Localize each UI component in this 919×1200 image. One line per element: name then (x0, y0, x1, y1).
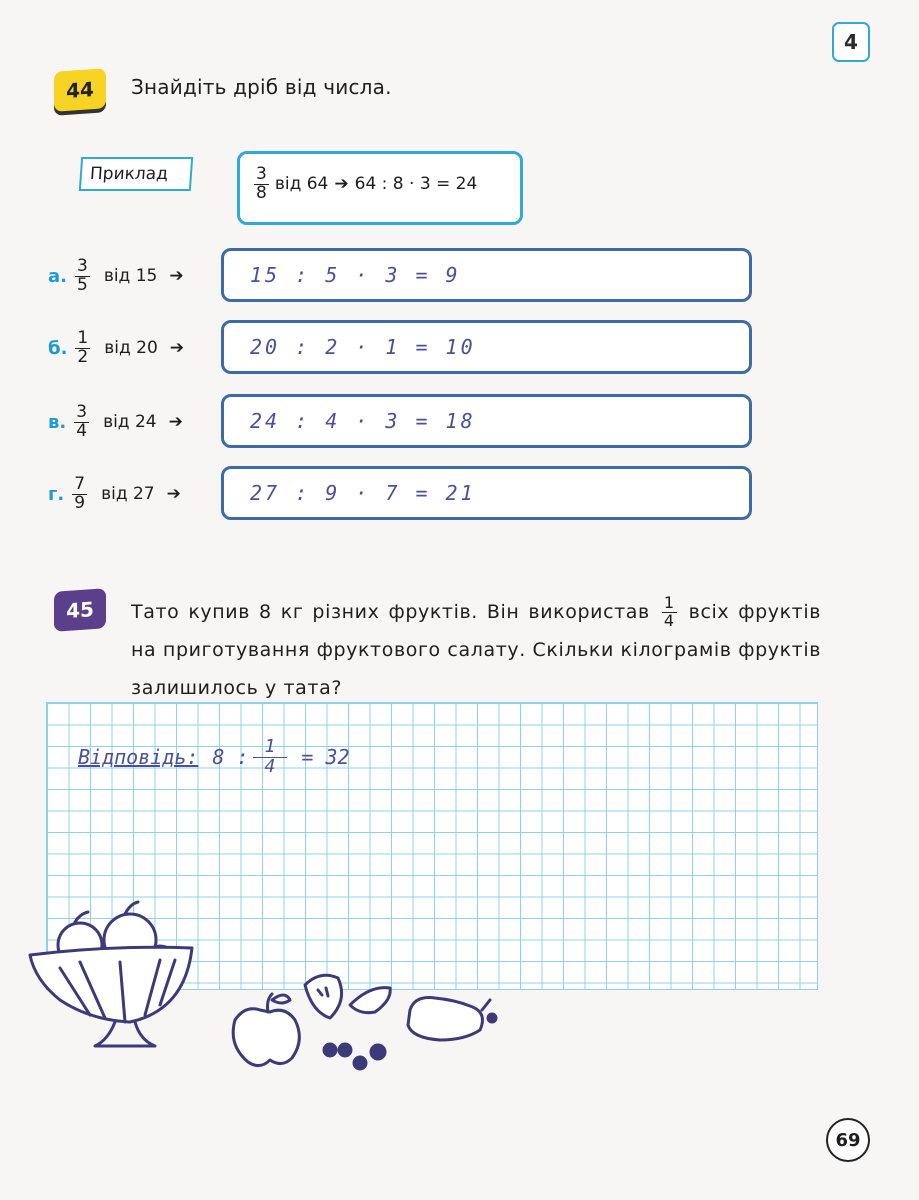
task-45-text-part1: Тато купив 8 кг різних фруктів. Він використав (131, 601, 650, 623)
answer-box[interactable] (221, 466, 752, 520)
fraction-numerator: 3 (256, 164, 267, 184)
berries-icon (324, 1044, 385, 1069)
handwritten-answer: 24 : 4 · 3 = 18 (250, 409, 476, 433)
example-label (79, 157, 193, 191)
fraction-numerator: 3 (76, 402, 88, 422)
answer-fraction (253, 738, 288, 777)
answer-result: = 32 (301, 745, 350, 770)
fraction-denominator: 9 (74, 492, 86, 513)
handwritten-answer: 20 : 2 · 1 = 10 (250, 335, 476, 359)
task-44-badge: 44 (54, 68, 106, 112)
row-text: від 15 (103, 266, 158, 287)
task-45-answer (78, 738, 350, 777)
example-solution: 64 : 8 · 3 = 24 (354, 174, 478, 195)
row-fraction (75, 258, 90, 295)
row-fraction (75, 330, 90, 367)
arrow-icon: ➔ (334, 174, 349, 195)
task-45-badge: 45 (54, 588, 106, 632)
row-letter: б. (48, 337, 68, 359)
example-text: від 64 (274, 174, 329, 195)
example-box (237, 151, 523, 225)
fraction-numerator: 7 (74, 474, 86, 494)
fraction-denominator: 4 (663, 611, 675, 630)
answer-label: Відповідь: (78, 745, 199, 770)
fruit-illustration (20, 900, 500, 1090)
row-text: від 24 (103, 412, 157, 433)
row-letter: в. (48, 411, 67, 433)
pear-icon (408, 998, 496, 1041)
apple-icon (233, 994, 299, 1066)
task-44-title: Знайдіть дріб від числа. (131, 75, 392, 99)
fraction-numerator: 1 (663, 593, 675, 613)
fraction-denominator: 8 (256, 182, 267, 203)
row-letter: г. (48, 483, 65, 505)
example-fraction (254, 166, 269, 203)
arrow-icon: ➔ (168, 412, 183, 433)
arrow-icon: ➔ (169, 266, 184, 287)
melon-slice-icon (305, 975, 390, 1018)
fraction-numerator: 3 (76, 256, 88, 276)
fraction-numerator: 1 (77, 328, 89, 348)
handwritten-answer: 15 : 5 · 3 = 9 (250, 263, 461, 287)
page-number: 69 (826, 1118, 870, 1162)
fraction-denominator: 4 (76, 420, 88, 441)
row-fraction (72, 476, 87, 513)
task-45-text-part2: всіх фруктів на приготування фруктового салату. Скільки кілограмів фруктів залишилось у тата? (131, 601, 822, 699)
row-text: від 20 (104, 338, 158, 359)
arrow-icon: ➔ (166, 484, 181, 505)
row-fraction (74, 404, 89, 441)
handwritten-answer: 27 : 9 · 7 = 21 (250, 481, 476, 505)
task-45-text (131, 593, 821, 707)
row-text: від 27 (101, 484, 155, 505)
task-45-fraction (662, 595, 677, 630)
example-label-text: Приклад (89, 164, 169, 184)
fraction-numerator: 1 (253, 738, 288, 758)
arrow-icon: ➔ (169, 338, 185, 359)
fruit-bowl-icon (30, 902, 192, 1046)
fraction-denominator: 2 (77, 346, 89, 367)
fraction-denominator: 5 (76, 274, 88, 295)
answer-box[interactable] (221, 320, 752, 374)
answer-box[interactable] (221, 394, 752, 448)
answer-prefix: 8 : (212, 745, 249, 770)
answer-box[interactable] (221, 248, 752, 302)
chapter-badge: 4 (832, 22, 870, 62)
row-letter: а. (48, 265, 67, 287)
fraction-denominator: 4 (264, 755, 276, 777)
